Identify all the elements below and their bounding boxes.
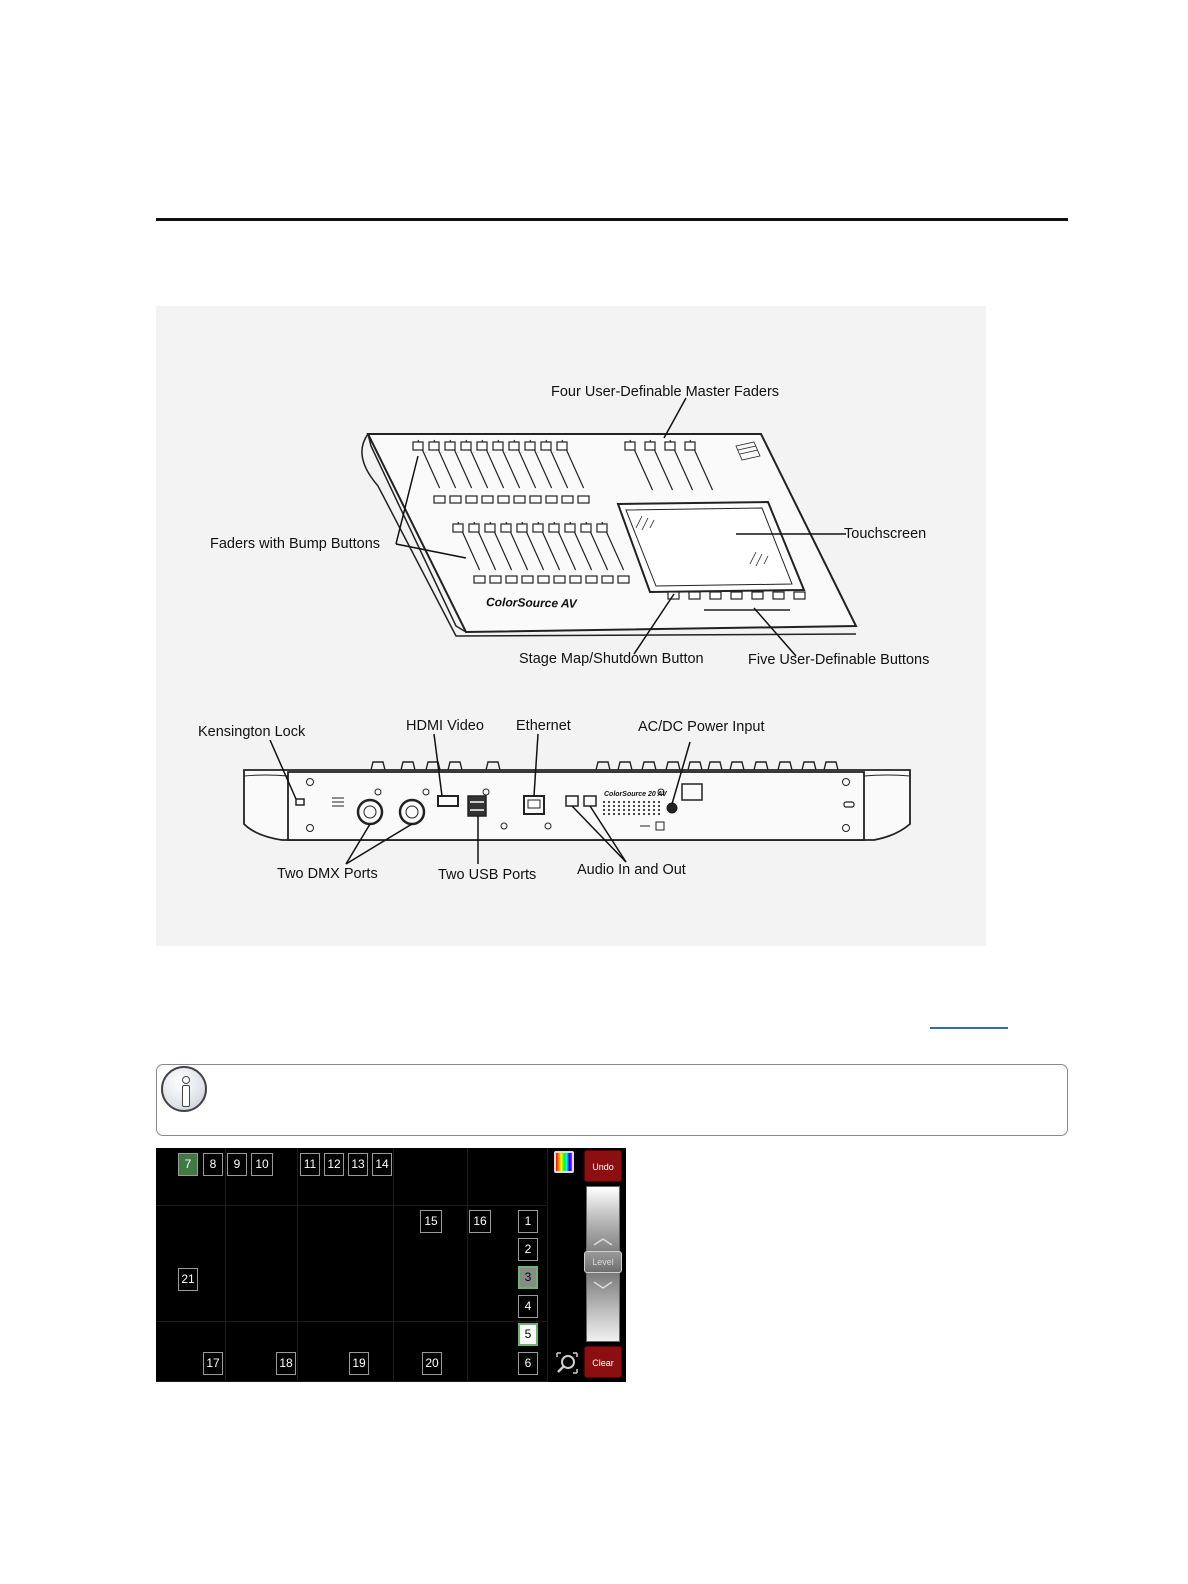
user-button — [710, 592, 721, 599]
vent-hole — [648, 801, 650, 803]
channel-button[interactable]: 2 — [518, 1238, 538, 1261]
label-power: AC/DC Power Input — [638, 719, 765, 735]
vent-hole — [608, 805, 610, 807]
console-figure — [156, 306, 986, 946]
channel-button[interactable]: 8 — [203, 1153, 223, 1176]
vent-hole — [653, 809, 655, 811]
fader-cap — [413, 442, 423, 450]
fader-knob — [486, 762, 500, 770]
label-ethernet: Ethernet — [516, 718, 571, 734]
vent-hole — [623, 801, 625, 803]
vent-hole — [603, 809, 605, 811]
vent-hole — [618, 813, 620, 815]
vent-hole — [613, 801, 615, 803]
bump-button — [506, 576, 517, 583]
vent-hole — [658, 809, 660, 811]
fader-cap — [509, 442, 519, 450]
fader-cap — [477, 442, 487, 450]
bump-button — [522, 576, 533, 583]
fader-cap — [517, 524, 527, 532]
label-stage-map: Stage Map/Shutdown Button — [519, 651, 704, 667]
bump-button — [538, 576, 549, 583]
channel-button[interactable]: 12 — [324, 1153, 344, 1176]
fader-cap — [557, 442, 567, 450]
label-usb: Two USB Ports — [438, 867, 537, 883]
label-five-buttons: Five User-Definable Buttons — [748, 652, 930, 668]
channel-button[interactable]: 6 — [518, 1352, 538, 1375]
fader-cap — [501, 524, 511, 532]
bump-button — [618, 576, 629, 583]
bump-button — [586, 576, 597, 583]
rear-brand-text: ColorSource 20 AV — [604, 791, 667, 798]
bump-button — [578, 496, 589, 503]
user-button — [689, 592, 700, 599]
vent-hole — [633, 809, 635, 811]
channel-button[interactable]: 17 — [203, 1352, 223, 1375]
channel-button[interactable]: 4 — [518, 1295, 538, 1318]
label-faders-bump: Faders with Bump Buttons — [210, 536, 381, 552]
fader-knob — [730, 762, 744, 770]
chevron-down-icon[interactable] — [593, 1281, 613, 1289]
hyperlink-underline[interactable] — [930, 1027, 1008, 1029]
vent-hole — [658, 801, 660, 803]
bump-button — [434, 496, 445, 503]
user-button — [773, 592, 784, 599]
chevron-up-icon[interactable] — [593, 1238, 613, 1246]
vent-hole — [633, 801, 635, 803]
clear-button[interactable]: Clear — [584, 1346, 622, 1378]
fader-cap — [525, 442, 535, 450]
label-audio: Audio In and Out — [577, 862, 686, 878]
grid-cell — [468, 1148, 548, 1206]
grid-cell — [156, 1206, 226, 1322]
vent-hole — [608, 809, 610, 811]
vent-hole — [613, 813, 615, 815]
vent-hole — [648, 805, 650, 807]
section-rule — [156, 218, 1068, 221]
fader-cap — [533, 524, 543, 532]
channel-button[interactable]: 11 — [300, 1153, 320, 1176]
bump-button — [562, 496, 573, 503]
fader-cap — [565, 524, 575, 532]
fader-cap — [469, 524, 479, 532]
console-rear-view — [244, 762, 910, 840]
vent-hole — [628, 801, 630, 803]
channel-button[interactable]: 1 — [518, 1210, 538, 1233]
note-box — [156, 1064, 1068, 1136]
vent-hole — [603, 801, 605, 803]
vent-hole — [618, 805, 620, 807]
channel-button[interactable]: 16 — [469, 1210, 491, 1233]
grid-cell — [298, 1206, 394, 1322]
master-fader-cap — [645, 442, 655, 450]
vent-hole — [658, 813, 660, 815]
fader-cap — [597, 524, 607, 532]
vent-hole — [643, 801, 645, 803]
fader-cap — [493, 442, 503, 450]
vent-hole — [628, 809, 630, 811]
vent-hole — [628, 813, 630, 815]
vent-hole — [633, 805, 635, 807]
fader-knob — [824, 762, 838, 770]
vent-hole — [643, 813, 645, 815]
master-fader-cap — [685, 442, 695, 450]
fader-cap — [461, 442, 471, 450]
vent-hole — [638, 801, 640, 803]
bump-button — [530, 496, 541, 503]
fader-knob — [666, 762, 680, 770]
channel-button[interactable]: 21 — [178, 1268, 198, 1291]
label-dmx: Two DMX Ports — [277, 866, 378, 882]
fader-knob — [708, 762, 722, 770]
vent-hole — [603, 813, 605, 815]
vent-hole — [653, 813, 655, 815]
vent-hole — [618, 809, 620, 811]
bump-button — [466, 496, 477, 503]
level-button[interactable]: Level — [584, 1251, 622, 1273]
vent-hole — [608, 813, 610, 815]
stage-map-screen — [156, 1148, 626, 1382]
color-picker-icon[interactable] — [554, 1151, 574, 1173]
channel-button[interactable]: 3 — [518, 1266, 538, 1289]
label-kensington: Kensington Lock — [198, 724, 306, 740]
vent-hole — [608, 801, 610, 803]
vent-hole — [658, 805, 660, 807]
vent-hole — [623, 805, 625, 807]
label-touchscreen: Touchscreen — [844, 526, 927, 542]
fader-cap — [581, 524, 591, 532]
bump-button — [474, 576, 485, 583]
fader-cap — [453, 524, 463, 532]
user-button — [794, 592, 805, 599]
user-button — [752, 592, 763, 599]
fader-knob — [448, 762, 462, 770]
fader-knob — [688, 762, 702, 770]
vent-hole — [653, 801, 655, 803]
vent-hole — [653, 805, 655, 807]
bump-button — [514, 496, 525, 503]
vent-hole — [638, 805, 640, 807]
channel-button[interactable]: 20 — [422, 1352, 442, 1375]
user-button — [731, 592, 742, 599]
vent-hole — [618, 801, 620, 803]
fader-knob — [642, 762, 656, 770]
fader-knob — [401, 762, 415, 770]
master-fader-cap — [625, 442, 635, 450]
grid-cell — [226, 1206, 298, 1322]
console-diagram — [156, 306, 986, 946]
fader-knob — [754, 762, 768, 770]
vent-hole — [638, 809, 640, 811]
bump-button — [546, 496, 557, 503]
fader-knob — [371, 762, 385, 770]
zoom-icon[interactable] — [556, 1352, 578, 1374]
bump-button — [498, 496, 509, 503]
vent-hole — [623, 813, 625, 815]
fader-cap — [445, 442, 455, 450]
channel-button[interactable]: 10 — [251, 1153, 273, 1176]
bump-button — [450, 496, 461, 503]
bump-button — [482, 496, 493, 503]
vent-hole — [643, 805, 645, 807]
vent-hole — [638, 813, 640, 815]
fader-cap — [429, 442, 439, 450]
vent-hole — [648, 813, 650, 815]
fader-knob — [596, 762, 610, 770]
vent-hole — [623, 809, 625, 811]
channel-button[interactable]: 19 — [349, 1352, 369, 1375]
channel-button[interactable]: 18 — [276, 1352, 296, 1375]
vent-hole — [643, 809, 645, 811]
fader-cap — [485, 524, 495, 532]
master-fader-cap — [665, 442, 675, 450]
label-hdmi: HDMI Video — [406, 718, 484, 734]
bump-button — [602, 576, 613, 583]
channel-button[interactable]: 15 — [420, 1210, 442, 1233]
undo-button[interactable]: Undo — [584, 1150, 622, 1182]
channel-button[interactable]: 7 — [178, 1153, 198, 1176]
console-top-view — [362, 434, 856, 636]
fader-knob — [802, 762, 816, 770]
fader-knob — [778, 762, 792, 770]
vent-hole — [613, 805, 615, 807]
bump-button — [490, 576, 501, 583]
channel-button[interactable]: 14 — [372, 1153, 392, 1176]
fader-knob — [618, 762, 632, 770]
bump-button — [554, 576, 565, 583]
grid-cell — [394, 1148, 468, 1206]
vent-hole — [613, 809, 615, 811]
label-master-faders: Four User-Definable Master Faders — [551, 384, 780, 400]
console-brand-text: ColorSource AV — [485, 595, 577, 611]
vent-hole — [628, 805, 630, 807]
vent-hole — [648, 809, 650, 811]
channel-button[interactable]: 13 — [348, 1153, 368, 1176]
channel-button[interactable]: 5 — [518, 1323, 538, 1346]
fader-cap — [549, 524, 559, 532]
fader-cap — [541, 442, 551, 450]
grid-cell — [298, 1322, 394, 1382]
bump-button — [570, 576, 581, 583]
vent-hole — [603, 805, 605, 807]
vent-hole — [633, 813, 635, 815]
channel-button[interactable]: 9 — [227, 1153, 247, 1176]
info-icon — [161, 1066, 207, 1112]
